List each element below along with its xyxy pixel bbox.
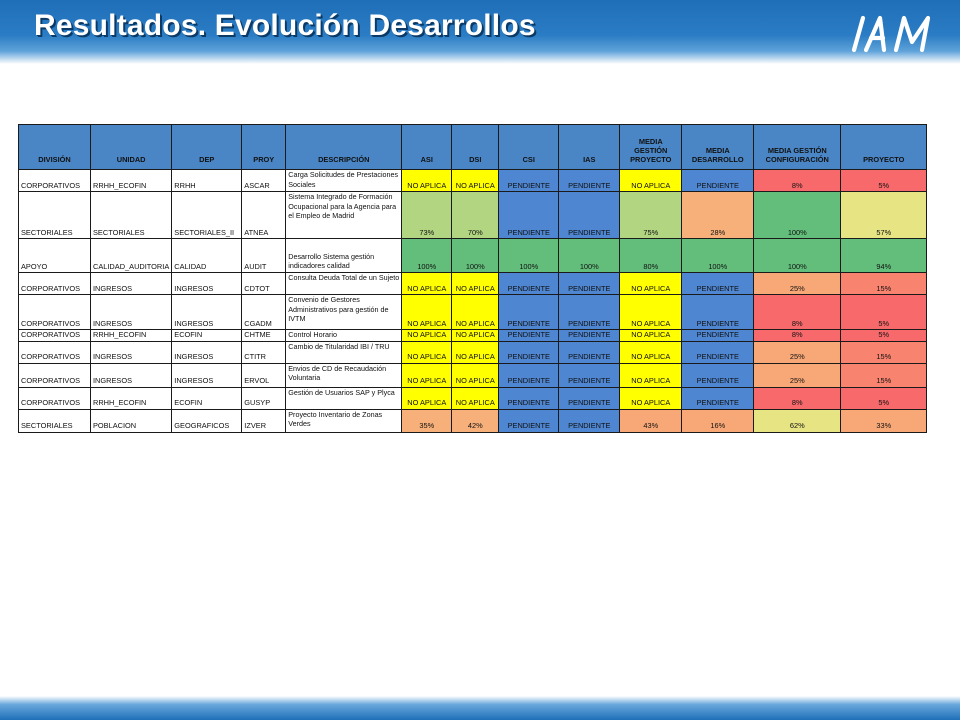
cell-media-gestion-configuracion: 8% — [754, 387, 841, 409]
cell-media-desarrollo: PENDIENTE — [682, 387, 754, 409]
cell-csi: PENDIENTE — [499, 409, 559, 432]
cell-descripcion: Control Horario — [286, 330, 402, 342]
column-header: DEP — [172, 125, 242, 170]
cell-media-desarrollo: 28% — [682, 192, 754, 239]
cell-media-gestion-configuracion: 25% — [754, 341, 841, 363]
cell-ias: PENDIENTE — [559, 341, 620, 363]
cell-media-desarrollo: PENDIENTE — [682, 330, 754, 342]
column-header: DSI — [452, 125, 499, 170]
cell-division: SECTORIALES — [19, 409, 91, 432]
cell-media-gestion-proyecto: NO APLICA — [620, 170, 682, 192]
cell-descripcion: Cambio de Titularidad IBI / TRU — [286, 341, 402, 363]
cell-media-gestion-configuracion: 25% — [754, 273, 841, 295]
cell-csi: PENDIENTE — [499, 387, 559, 409]
cell-asi: NO APLICA — [402, 295, 452, 330]
column-header: MEDIA GESTIÓN PROYECTO — [620, 125, 682, 170]
cell-dsi: NO APLICA — [452, 363, 499, 387]
cell-division: CORPORATIVOS — [19, 170, 91, 192]
cell-media-desarrollo: PENDIENTE — [682, 170, 754, 192]
column-header: MEDIA GESTIÓN CONFIGURACIÓN — [754, 125, 841, 170]
cell-proyecto: 5% — [841, 330, 927, 342]
cell-ias: PENDIENTE — [559, 363, 620, 387]
cell-proyecto: 5% — [841, 170, 927, 192]
cell-proy: CHTME — [242, 330, 286, 342]
cell-media-gestion-proyecto: 75% — [620, 192, 682, 239]
cell-ias: PENDIENTE — [559, 192, 620, 239]
cell-division: SECTORIALES — [19, 192, 91, 239]
cell-unidad: RRHH_ECOFIN — [91, 170, 172, 192]
table-row — [19, 387, 927, 409]
cell-media-gestion-proyecto: NO APLICA — [620, 363, 682, 387]
cell-media-gestion-proyecto: NO APLICA — [620, 387, 682, 409]
cell-unidad: INGRESOS — [91, 363, 172, 387]
cell-proyecto: 33% — [841, 409, 927, 432]
cell-descripcion: Carga Solicitudes de Prestaciones Sociales — [286, 170, 402, 192]
column-header: DIVISIÓN — [19, 125, 91, 170]
cell-unidad: SECTORIALES — [91, 192, 172, 239]
cell-dep: INGRESOS — [172, 341, 242, 363]
cell-proyecto: 15% — [841, 273, 927, 295]
cell-proy: ATNEA — [242, 192, 286, 239]
cell-media-gestion-configuracion: 8% — [754, 295, 841, 330]
cell-csi: PENDIENTE — [499, 170, 559, 192]
cell-descripcion: Consulta Deuda Total de un Sujeto — [286, 273, 402, 295]
cell-dsi: NO APLICA — [452, 330, 499, 342]
cell-descripcion: Gestión de Usuarios SAP y Plyca — [286, 387, 402, 409]
cell-dsi: 42% — [452, 409, 499, 432]
cell-media-desarrollo: PENDIENTE — [682, 363, 754, 387]
cell-csi: PENDIENTE — [499, 330, 559, 342]
cell-dep: RRHH — [172, 170, 242, 192]
cell-media-gestion-proyecto: NO APLICA — [620, 330, 682, 342]
iam-logo — [850, 12, 942, 56]
cell-unidad: RRHH_ECOFIN — [91, 387, 172, 409]
table-row — [19, 295, 927, 330]
cell-dsi: NO APLICA — [452, 341, 499, 363]
slide-title: Resultados. Evolución Desarrollos — [34, 9, 536, 42]
table-row — [19, 341, 927, 363]
cell-proyecto: 94% — [841, 239, 927, 273]
column-header: DESCRIPCIÓN — [286, 125, 402, 170]
cell-proyecto: 15% — [841, 341, 927, 363]
cell-media-gestion-configuracion: 100% — [754, 192, 841, 239]
cell-unidad: INGRESOS — [91, 341, 172, 363]
cell-proy: GUSYP — [242, 387, 286, 409]
column-header: ASI — [402, 125, 452, 170]
cell-dep: INGRESOS — [172, 363, 242, 387]
table-row — [19, 409, 927, 432]
cell-dep: INGRESOS — [172, 295, 242, 330]
cell-proy: CDTOT — [242, 273, 286, 295]
cell-dsi: NO APLICA — [452, 273, 499, 295]
cell-unidad: CALIDAD_AUDITORIA — [91, 239, 172, 273]
cell-proy: IZVER — [242, 409, 286, 432]
cell-asi: NO APLICA — [402, 341, 452, 363]
cell-dep: CALIDAD — [172, 239, 242, 273]
cell-dsi: NO APLICA — [452, 295, 499, 330]
cell-ias: PENDIENTE — [559, 170, 620, 192]
cell-media-gestion-configuracion: 100% — [754, 239, 841, 273]
cell-ias: PENDIENTE — [559, 295, 620, 330]
cell-unidad: INGRESOS — [91, 273, 172, 295]
cell-proy: CGADM — [242, 295, 286, 330]
table-row — [19, 239, 927, 273]
cell-ias: PENDIENTE — [559, 409, 620, 432]
cell-proy: ASCAR — [242, 170, 286, 192]
table-row — [19, 330, 927, 342]
cell-proyecto: 57% — [841, 192, 927, 239]
column-header: PROYECTO — [841, 125, 927, 170]
cell-asi: NO APLICA — [402, 273, 452, 295]
cell-media-desarrollo: 100% — [682, 239, 754, 273]
cell-division: APOYO — [19, 239, 91, 273]
cell-descripcion: Envios de CD de Recaudación Voluntaria — [286, 363, 402, 387]
cell-descripcion: Sistema Integrado de Formación Ocupacional para la Agencia para el Empleo de Madrid — [286, 192, 402, 239]
cell-media-desarrollo: 16% — [682, 409, 754, 432]
cell-dsi: 70% — [452, 192, 499, 239]
cell-ias: PENDIENTE — [559, 273, 620, 295]
cell-csi: PENDIENTE — [499, 192, 559, 239]
cell-proyecto: 5% — [841, 387, 927, 409]
column-header: UNIDAD — [91, 125, 172, 170]
table-row — [19, 273, 927, 295]
cell-division: CORPORATIVOS — [19, 273, 91, 295]
cell-proy: ERVOL — [242, 363, 286, 387]
cell-descripcion: Proyecto Inventario de Zonas Verdes — [286, 409, 402, 432]
column-header: MEDIA DESARROLLO — [682, 125, 754, 170]
cell-csi: PENDIENTE — [499, 341, 559, 363]
cell-unidad: RRHH_ECOFIN — [91, 330, 172, 342]
cell-media-gestion-proyecto: NO APLICA — [620, 341, 682, 363]
cell-ias: PENDIENTE — [559, 387, 620, 409]
cell-division: CORPORATIVOS — [19, 330, 91, 342]
cell-asi: 100% — [402, 239, 452, 273]
cell-asi: 35% — [402, 409, 452, 432]
cell-dsi: NO APLICA — [452, 170, 499, 192]
cell-asi: 73% — [402, 192, 452, 239]
cell-dep: ECOFIN — [172, 387, 242, 409]
cell-dep: SECTORIALES_II — [172, 192, 242, 239]
cell-csi: PENDIENTE — [499, 273, 559, 295]
cell-division: CORPORATIVOS — [19, 363, 91, 387]
cell-dep: GEOGRAFICOS — [172, 409, 242, 432]
cell-media-gestion-proyecto: NO APLICA — [620, 273, 682, 295]
cell-descripcion: Desarrollo Sistema gestión indicadores calidad — [286, 239, 402, 273]
cell-media-desarrollo: PENDIENTE — [682, 273, 754, 295]
cell-media-gestion-configuracion: 8% — [754, 330, 841, 342]
cell-proyecto: 5% — [841, 295, 927, 330]
cell-ias: 100% — [559, 239, 620, 273]
cell-unidad: POBLACION — [91, 409, 172, 432]
cell-descripcion: Convenio de Gestores Administrativos para gestión de IVTM — [286, 295, 402, 330]
cell-asi: NO APLICA — [402, 330, 452, 342]
cell-division: CORPORATIVOS — [19, 387, 91, 409]
column-header: PROY — [242, 125, 286, 170]
cell-media-gestion-proyecto: 43% — [620, 409, 682, 432]
cell-csi: PENDIENTE — [499, 295, 559, 330]
cell-division: CORPORATIVOS — [19, 295, 91, 330]
cell-ias: PENDIENTE — [559, 330, 620, 342]
cell-asi: NO APLICA — [402, 387, 452, 409]
cell-proy: CTITR — [242, 341, 286, 363]
table-header-row — [19, 125, 927, 170]
cell-media-desarrollo: PENDIENTE — [682, 341, 754, 363]
cell-csi: PENDIENTE — [499, 363, 559, 387]
cell-proyecto: 15% — [841, 363, 927, 387]
table-row — [19, 170, 927, 192]
column-header: CSI — [499, 125, 559, 170]
cell-media-gestion-proyecto: 80% — [620, 239, 682, 273]
cell-media-gestion-configuracion: 8% — [754, 170, 841, 192]
cell-media-gestion-proyecto: NO APLICA — [620, 295, 682, 330]
cell-csi: 100% — [499, 239, 559, 273]
cell-media-gestion-configuracion: 62% — [754, 409, 841, 432]
column-header: IAS — [559, 125, 620, 170]
cell-division: CORPORATIVOS — [19, 341, 91, 363]
cell-dep: INGRESOS — [172, 273, 242, 295]
development-results-table — [18, 124, 927, 433]
table-row — [19, 192, 927, 239]
cell-dep: ECOFIN — [172, 330, 242, 342]
cell-media-desarrollo: PENDIENTE — [682, 295, 754, 330]
cell-media-gestion-configuracion: 25% — [754, 363, 841, 387]
cell-asi: NO APLICA — [402, 363, 452, 387]
cell-unidad: INGRESOS — [91, 295, 172, 330]
cell-asi: NO APLICA — [402, 170, 452, 192]
cell-proy: AUDIT — [242, 239, 286, 273]
table-row — [19, 363, 927, 387]
cell-dsi: NO APLICA — [452, 387, 499, 409]
footer-bar — [0, 696, 960, 720]
cell-dsi: 100% — [452, 239, 499, 273]
